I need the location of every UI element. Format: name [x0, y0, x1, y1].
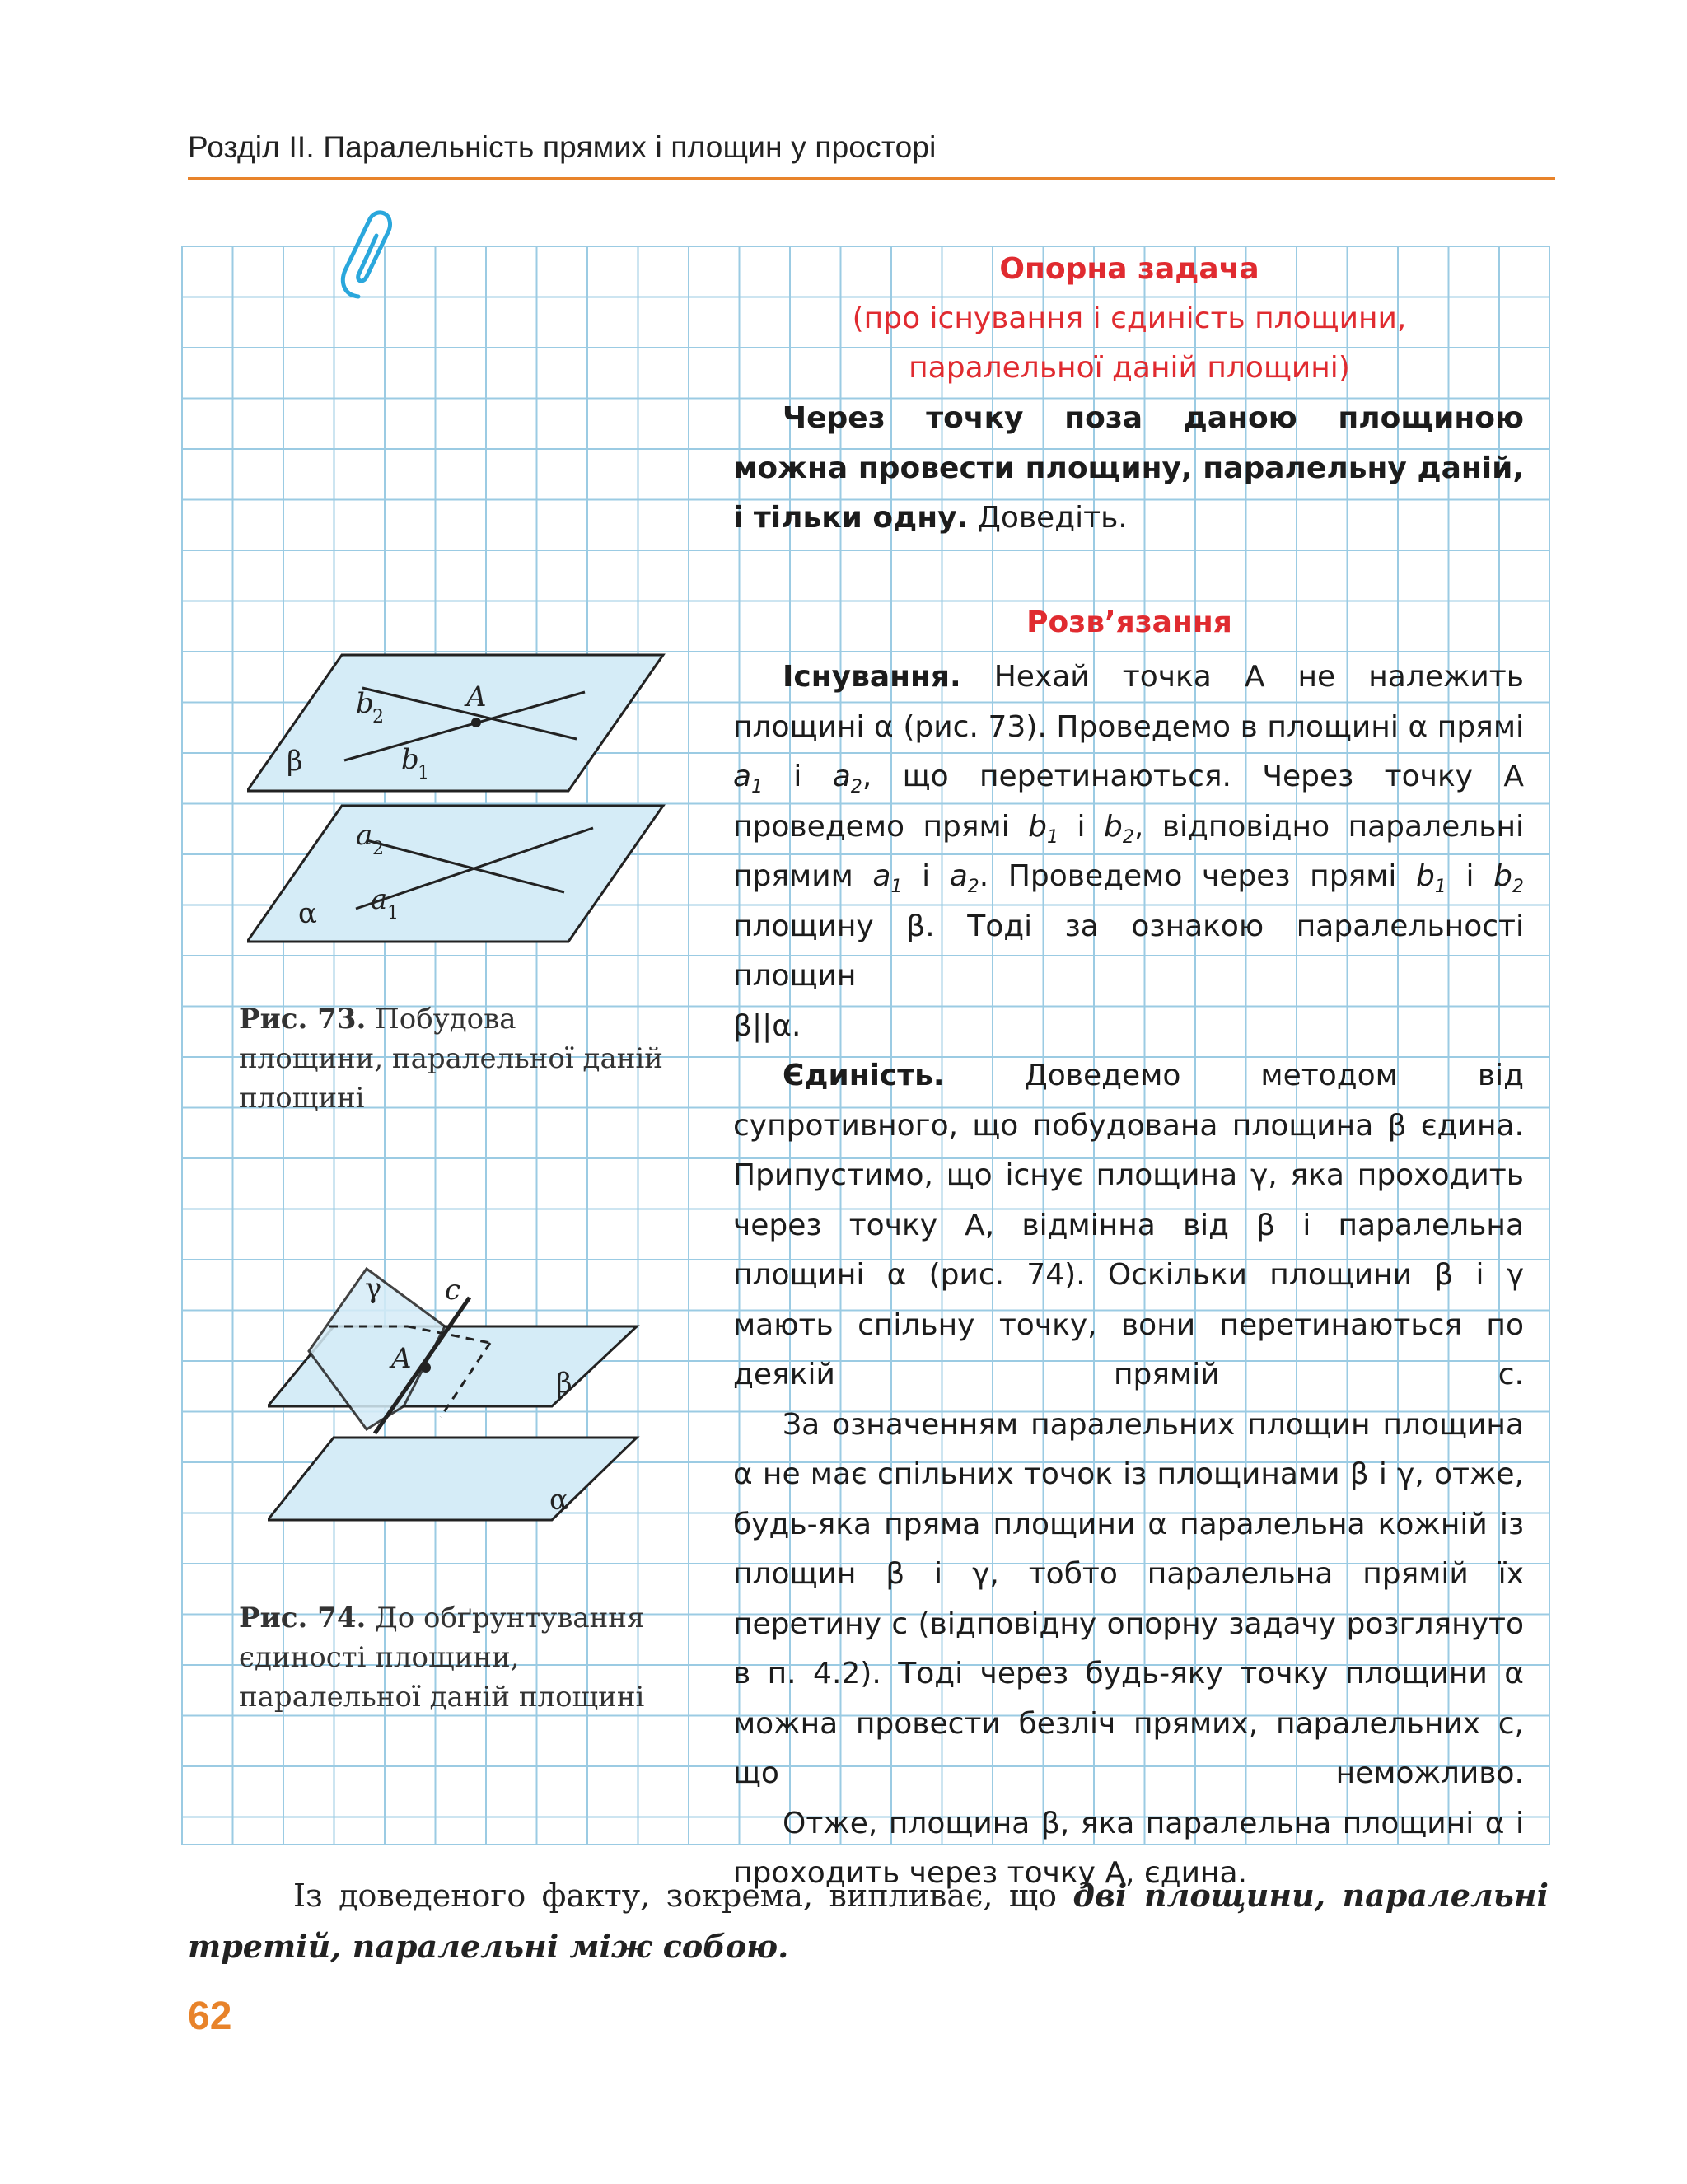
label-alpha: α: [549, 1484, 568, 1517]
bottom-emphasis-1: дві площини, паралельні: [1072, 1877, 1549, 1914]
label-A: A: [391, 1342, 412, 1375]
label-b2-sub: 2: [372, 707, 384, 727]
task-subtitle-line2: паралельної даній площині): [909, 351, 1350, 385]
label-a2-sub: 2: [372, 839, 384, 859]
solution-body: [733, 652, 1524, 1899]
conclusion-paragraph: Отже, площина β, яка паралельна площині α і проходить через точку A, єдина.: [733, 1806, 1524, 1890]
point-A: [421, 1363, 431, 1373]
uniqueness-paragraph: [733, 1051, 1524, 1401]
plane-alpha: [268, 1438, 637, 1520]
label-alpha: α: [298, 897, 317, 930]
existence-paragraph: Існування. Нехай точка A не належить площині α (рис. 73). Проведемо в площині α прямі $a_1$ і $a_2$, що перетинаються. Через точку A проведемо прямі $b_1$ і $b_2$, відповідно паралельні прямим $a_1$ і $a_2$. Проведемо через прямі $b_1$ і $b_2$ площину β. Тоді за ознакою паралельності площин: [733, 660, 1525, 993]
figure-73-caption: [239, 999, 667, 1118]
label-c: c: [445, 1274, 461, 1307]
existence-text-1: Нехай точка A не належить площині α (рис. 73). Проведемо в площині α прямі: [733, 660, 1524, 744]
point-A: [471, 718, 481, 727]
plane-beta: [247, 655, 663, 791]
bottom-paragraph: [188, 1870, 1549, 1972]
solution-title: Розв’язання: [1026, 606, 1232, 639]
existence-text-2: і: [793, 760, 802, 793]
existence-text-6: площину β. Тоді за ознакою паралельності площин: [733, 909, 1524, 993]
existence-text-4: , відповідно паралельні прямим: [733, 809, 1525, 893]
page-number: 62: [188, 1995, 232, 2038]
existence-text-3: , що перетинаються. Через точку A проведемо прямі: [733, 760, 1524, 844]
paperclip-icon: [334, 206, 400, 305]
figure-74-caption: [239, 1598, 667, 1717]
figure-73-diagram: [247, 647, 708, 952]
header-rule: [188, 177, 1555, 180]
label-A: A: [466, 680, 487, 713]
figure-74-caption-text: До обґрунтування єдиності площини, паралельної даній площині: [239, 1602, 645, 1714]
bottom-emphasis-2: третій, паралельні між собою.: [188, 1928, 789, 1965]
definition-paragraph: За означенням паралельних площин площина α не має спільних точок із площинами β і γ, отже, будь-яка пряма площини α паралельна кожній із площин β і γ, тобто паралельна прямій їх перетину c (відповідну опорну задачу розглянуто в п. 4.2). Тоді через будь-яку точку площини α можна провести безліч прямих, паралельних c, що неможливо.: [733, 1407, 1524, 1790]
existence-end: β||α.: [733, 1008, 801, 1043]
label-b1: b: [401, 743, 419, 776]
task-subtitle-line1: (про існування і єдиність площини,: [852, 302, 1407, 335]
figure-74-diagram: [268, 1265, 647, 1528]
label-a1-sub: 1: [387, 903, 399, 924]
label-b1-sub: 1: [418, 763, 429, 783]
existence-label: Існування.: [783, 660, 961, 694]
uniqueness-label: Єдиність.: [783, 1059, 945, 1092]
figure-73-caption-text: Побудова площини, паралельної даній площині: [239, 1003, 663, 1115]
running-header: Розділ ІІ. Паралельність прямих і площин у просторі: [188, 130, 937, 164]
uniqueness-text: Доведемо методом від супротивного, що побудована площина β єдина. Припустимо, що існує площина γ, яка проходить через точку A, відмінна від β і паралельна площині α (рис. 74). Оскільки площини β і γ мають спільну точку, вони перетинаються по деякій прямій c.: [733, 1059, 1525, 1391]
label-a2: a: [356, 819, 373, 852]
existence-text-5: . Проведемо через прямі: [979, 859, 1397, 893]
label-beta: β: [556, 1367, 572, 1400]
task-title: Опорна задача: [999, 252, 1259, 286]
figure-73-caption-num: Рис. 73.: [239, 1003, 367, 1036]
task-statement-tail: Доведіть.: [977, 501, 1128, 535]
task-statement-bold: Через точку поза даною площиною можна провести площину, паралельну даній, і тільки одну.: [733, 401, 1524, 535]
label-b2: b: [356, 687, 374, 720]
label-gamma: γ: [365, 1272, 382, 1305]
label-a1: a: [371, 883, 388, 916]
label-beta: β: [287, 745, 303, 778]
figure-74-caption-num: Рис. 74.: [239, 1602, 367, 1634]
task-statement: [733, 394, 1524, 544]
bottom-plain: Із доведеного факту, зокрема, випливає, що: [293, 1878, 1058, 1914]
